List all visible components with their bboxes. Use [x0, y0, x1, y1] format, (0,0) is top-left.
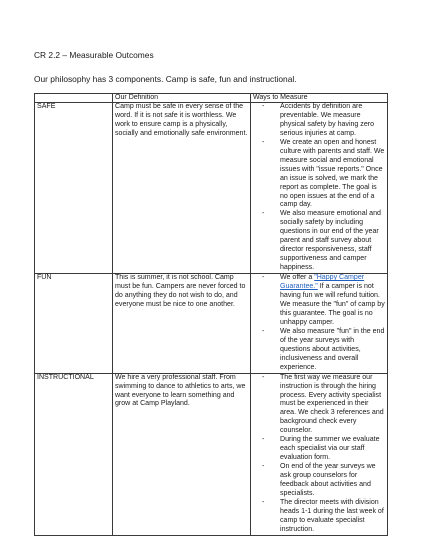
dash-bullet: -	[262, 274, 265, 282]
measure-text: On end of the year surveys we ask group counselors for feedback about activities and specialists.	[280, 463, 376, 497]
definition-instructional: We hire a very professional staff. From swimming to dance to athletics to arts, we want everyone to learn something and grow at Camp Playland.	[113, 373, 251, 535]
measure-text: We create an open and honest culture with parents and staff. We measure social and emotional issues with "issue reports." Once an issue is solved, we mark the report as complete. The goal is no open issues at the end of a camp day.	[280, 138, 385, 209]
outcomes-table	[34, 93, 388, 536]
table-row-fun	[35, 274, 388, 373]
measures-fun	[251, 274, 388, 373]
dash-bullet: -	[262, 436, 265, 444]
list-item	[253, 499, 385, 535]
measure-text: We also measure emotional and socially safety by including questions in our end of the year parent and staff survey about director responsiveness, staff supportiveness and camper happiness.	[280, 210, 381, 272]
list-item	[253, 374, 385, 437]
header-category	[35, 94, 113, 103]
definition-safe: Camp must be safe in every sense of the word. If it is not safe it is worthless. We work to ensure camp is a physically, socially and emotionally safe environment.	[113, 103, 251, 274]
measure-text: During the summer we evaluate each specialist via our staff evaluation form.	[280, 436, 380, 462]
table-row-instructional	[35, 373, 388, 535]
dash-bullet: -	[262, 138, 265, 146]
definition-fun: This is summer, it is not school. Camp must be fun. Campers are never forced to do anything they do not wish to do, and everyone must be nice to one another.	[113, 274, 251, 373]
header-ways-to-measure: Ways to Measure	[251, 94, 388, 103]
measures-list-safe	[253, 103, 385, 273]
measure-text: Accidents by definition are preventable. We measure physical safety by having zero serious injuries at camp.	[280, 103, 375, 137]
measure-text: The director meets with division heads 1-1 during the last week of camp to evaluate specialist instruction.	[280, 498, 384, 533]
list-item	[253, 436, 385, 463]
dash-bullet: -	[262, 210, 265, 218]
category-instructional: INSTRUCTIONAL	[35, 373, 113, 535]
dash-bullet: -	[262, 498, 265, 506]
list-item	[253, 463, 385, 499]
table-header-row	[35, 94, 388, 103]
dash-bullet: -	[262, 463, 265, 471]
list-item	[253, 139, 385, 211]
table-row-safe	[35, 103, 388, 274]
list-item	[253, 103, 385, 139]
measures-instructional	[251, 373, 388, 535]
measures-list-instructional	[253, 374, 385, 535]
document-heading: CR 2.2 – Measurable Outcomes	[34, 50, 154, 60]
list-item	[253, 210, 385, 273]
dash-bullet: -	[262, 327, 265, 335]
intro-paragraph: Our philosophy has 3 components. Camp is safe, fun and instructional.	[34, 74, 297, 84]
list-item	[253, 328, 385, 373]
measure-text: We offer a	[280, 274, 315, 282]
dash-bullet: -	[262, 103, 265, 110]
list-item	[253, 274, 385, 328]
dash-bullet: -	[262, 373, 265, 381]
measure-text: If a camper is not having fun we will refund tuition. We measure the "fun" of camp by this guarantee. The goal is no unhappy camper.	[280, 283, 385, 326]
category-safe: SAFE	[35, 103, 113, 274]
happy-camper-guarantee-link[interactable]: "Happy Camper Guarantee."	[280, 274, 365, 291]
measure-text: The first way we measure our instruction is through the hiring process. Every activity specialist must be experienced in their area. We check 3 references and background check every counselor.	[280, 373, 384, 435]
category-fun: FUN	[35, 274, 113, 373]
measure-text: We also measure "fun" in the end of the year surveys with questions about activities, inclusiveness and overall experience.	[280, 327, 385, 371]
measures-safe	[251, 103, 388, 274]
measures-list-fun	[253, 274, 385, 372]
header-definition: Our Definition	[113, 94, 251, 103]
